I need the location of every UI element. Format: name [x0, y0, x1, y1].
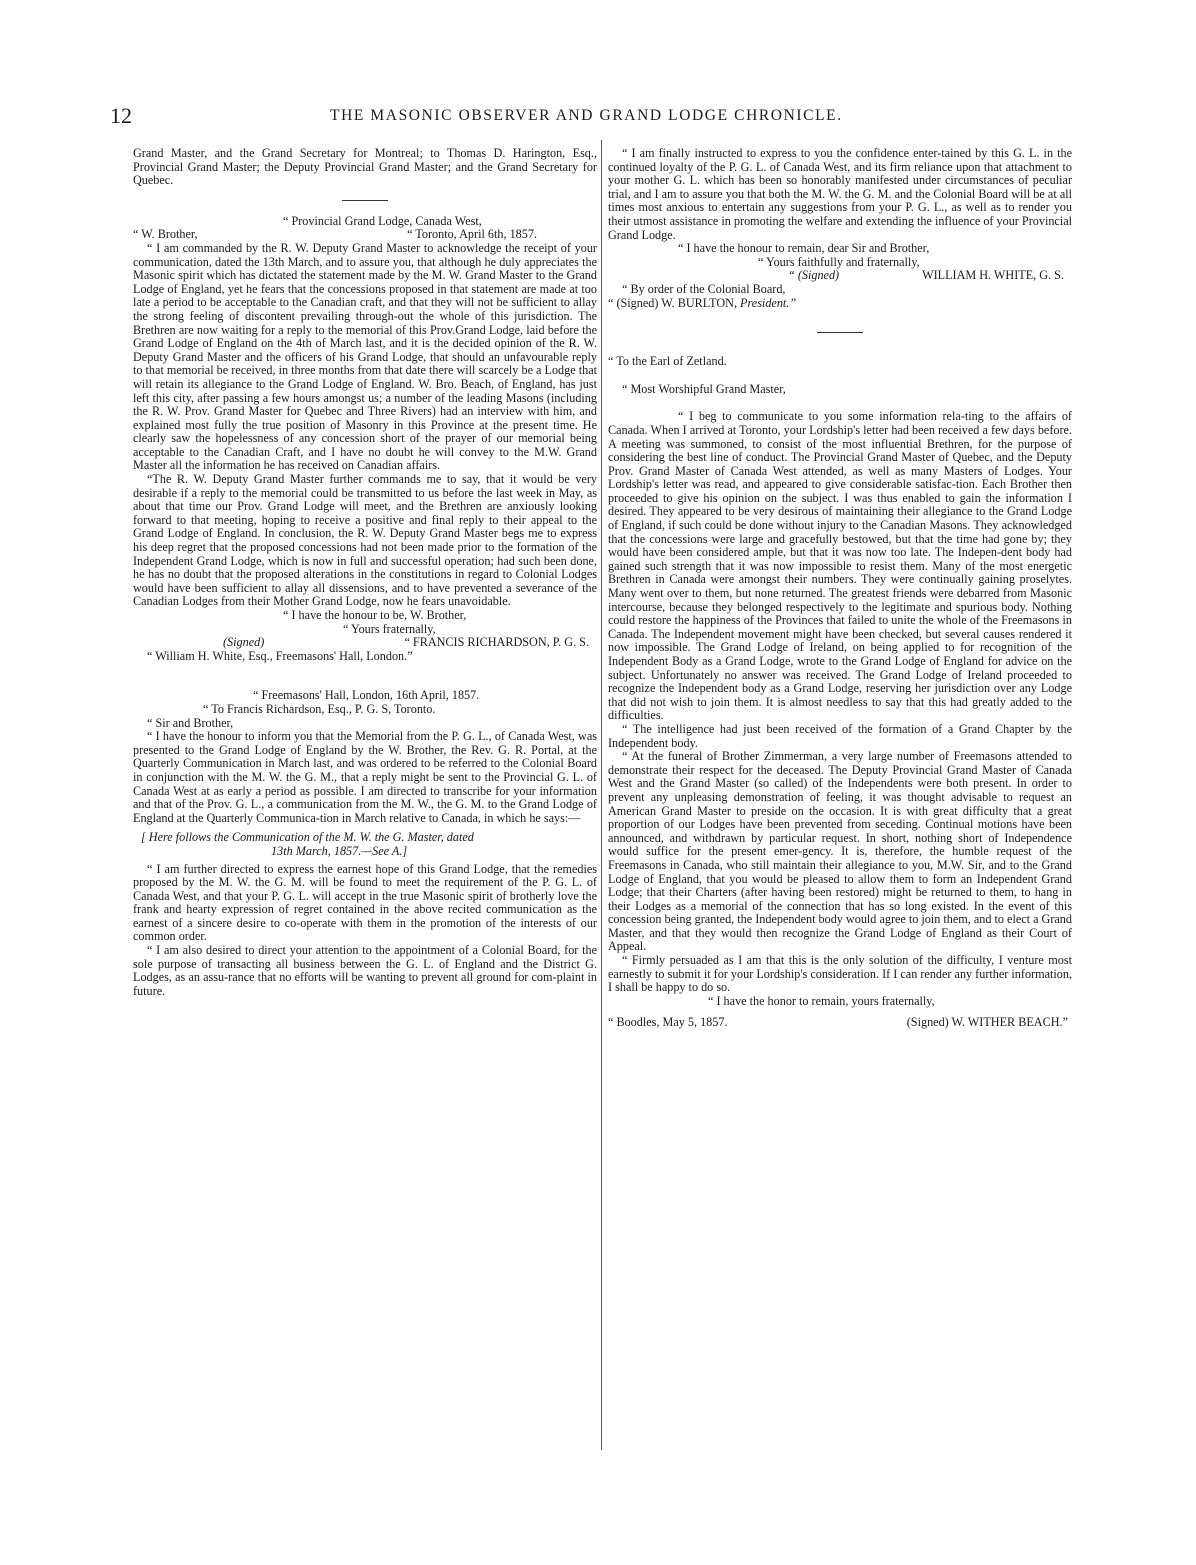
signed-president: “ (Signed) W. BURLTON, — [608, 295, 737, 310]
closing: “ I have the honor to remain, yours fraternally, — [708, 993, 935, 1008]
letter-body: “The R. W. Deputy Grand Master further commands me to say, that it would be very desirable if a reply to the memorial could be transmitted to us before the last week in May, as about that time our Prov. Grand Lodge will meet, and the Brethren are anxiously looking forward to that meeting, hoping to receive a positive and final reply to their appeal to the Grand Lodge of England. In conclusion, the R. W. Deputy Grand Master begs me to express his deep regret that the proposed concessions had not been made prior to the formation of the Independent Grand Lodge, which is now in full and successful operation; had such been done, he has no doubt that the proposed alterations in the constitutions in regard to Colonial Lodges would have been sufficient to allay all dissensions, and to have prevented a severance of the Canadian Lodges from their Mother Grand Lodge, now he fears unavoidable. — [133, 472, 597, 609]
letter-heading: “ Provincial Grand Lodge, Canada West, — [283, 213, 482, 228]
letter-body: “ I am finally instructed to express to you the confidence enter-tained by this G. L. in the continued loyalty of the P. G. L. of Canada West, and its firm reliance upon that attachment to your mother G. L. which has been so honorably manifested under circumstances of peculiar trial, and I am to assure you that both the M. W. the G. M. and the Colonial Board will be at all times most anxious to entertain any suggestions from your P. G. L., as well as to render you their utmost assistance in promoting the welfare and extending the influence of your Provincial Grand Lodge. — [608, 146, 1073, 242]
signature-line — [608, 297, 1072, 311]
signature-row — [608, 269, 1072, 283]
letter-body: “ I have the honour to inform you that the Memorial from the P. G. L., of Canada West, was presented to the Grand Lodge of England by the W. Brother, the Rev. G. R. Portal, at the Quarterly Communication in March last, and was ordered to be referred to the Colonial Board in conjunction with the M. W. the G. M., that a reply might be sent to the Provincial G. L. of Canada West at as early a period as possible. I am directed to transcribe for your information and that of the Prov. G. L., a communication from the M. W., the G. M. to the Grand Lodge of England at the Quarterly Communica-tion in March relative to Canada, in which he says:— — [133, 729, 597, 825]
letter-richardson — [133, 215, 597, 664]
closing: “ Yours faithfully and fraternally, — [758, 254, 920, 269]
letter-body: “ I am commanded by the R. W. Deputy Grand Master to acknowledge the receipt of your communication, dated the 13th March, and to assure you, that although he duly appreciates the Masonic spirit which has dictated the statement made by the M. W. Grand Master to the Grand Lodge of England, yet he fears that the concessions proposed in that statement are made at too late a period to be acceptable to the Canadian craft, and that they will not be sufficient to allay the strong feeling of discontent prevailing through-out the whole of this jurisdiction. The Brethren are now waiting for a reply to the memorial of this Prov.Grand Lodge, laid before the Grand Lodge of England on the 4th of March last, and it is the decided opinion of the R. W. Deputy Grand Master and the officers of his Grand Lodge, that should an unfavourable reply to that memorial be received, in three months from that date there will scarcely be a Lodge that will retain its allegiance to the Grand Lodge of England. W. Bro. Beach, of England, has just left this city, after passing a few hours amongst us; a number of the leading Masons (including the R. W. Prov. Grand Master for Quebec and Three Rivers) had an interview with him, and explained most fully the true position of Masonry in this Province at the present time. He clearly saw the hopelessness of any concession short of the prayer of our memorial being acceptable to the Canadian Craft, and I have no doubt he will convey to the M.W. Grand Master all the information he has received on Canadian affairs. — [133, 240, 597, 473]
addressee: “ William H. White, Esq., Freemasons' Hall, London.” — [147, 648, 413, 663]
president-title: President.” — [740, 295, 797, 310]
note-line: 13th March, 1857.—See A.] — [271, 843, 408, 858]
letter-body: “ At the funeral of Brother Zimmerman, a very large number of Freemasons attended to demonstrate their respect for the deceased. The Deputy Provincial Grand Master of Canada West and the Grand Master (so called) of the Independents were both present. In order to prevent any unpleasing demonstration of feeling, it was thought advisable to request an American Grand Master to preside on the occasion. It is with great difficulty that a great proportion of our Lodges have been prevented from seceding. Continual motions have been announced, and withdrawn by particular request. In short, nothing short of Independence would suffice for the present emer-gency. It is, therefore, the humble request of the Freemasons in Canada, who still maintain their allegiance to you, M.W. Sir, and to the Grand Lodge of England, that you would be pleased to allow them to form an Independent Grand Lodge; that their Charters (after having been restored) might be returned to them, to hang in their Lodges as a memorial of the connection that has so long existed. In the event of this concession being granted, the Independent body would agree to join them, and to elect a Grand Master, and that they would then recognize the Grand Lodge of England as their Court of Appeal. — [608, 749, 1072, 954]
section-rule — [817, 332, 863, 333]
column-divider — [601, 140, 602, 1450]
intro-paragraph: Grand Master, and the Grand Secretary for Montreal; to Thomas D. Harington, Esq., Provincial Grand Master; the Deputy Provincial Grand Master; and the Grand Secretary for Quebec. — [133, 146, 597, 188]
left-column — [133, 147, 597, 998]
page-header — [110, 103, 1092, 133]
salutation: “ W. Brother, — [133, 227, 198, 242]
letter-place-date: “ Boodles, May 5, 1857. — [608, 1015, 728, 1030]
right-column — [608, 147, 1072, 1030]
page-number: 12 — [110, 103, 132, 128]
signer-name: “ FRANCIS RICHARDSON, P. G. S. — [404, 635, 589, 650]
letter-body: “ I beg to communicate to you some information rela-ting to the affairs of Canada. When I arrived at Toronto, your Lordship's letter had been received a few days before. A meeting was summoned, to consist of the most influential Brethren, for the purpose of considering the best line of conduct. The Provincial Grand Master of Quebec, and the Deputy Prov. Grand Master of Canada West attended, as well as many Masters of Lodges. Your Lordship's letter was read, and appeared to give considerable satisfac-tion. Each Brother then proceeded to give his opinion on the subject. I was thus enabled to gain the information I desired. They appeared to be very desirous of maintaining their allegiance to the Grand Lodge of England, if such could be done without injury to the Canadian Masons. They acknowledged that the concessions were large and gracefully bestowed, but that the time had gone by; they would have been considered ample, but that it was now too late. The Indepen-dent body had gained such strength that it was now impossible to resist them. Many of the most energetic Brethren in Canada were amongst their numbers. They were continually gaining proselytes. Many went over to them, but none returned. The greatest friends were debarred from Masonic intercourse, because they belonged respectively to the legitimate and spurious body. Nothing could restore the happiness of the Provinces that failed to unite the whole of the Freemasons in Canada. The Independent movement might have been checked, but several causes rendered it now impossible. The Grand Lodge of Ireland, on being applied to for recognition of the Independent Body as a Grand Lodge, wrote to the Grand Lodge of England for advice on the subject. Unfortunately no answer was received. The Grand Lodge of Ireland proceeded to recognize the Independent body as a Grand Lodge, reserving her jurisdiction over any Lodge that did not wish to join them. It is almost needless to say that this had greatly added to the difficulties. — [608, 409, 1072, 723]
letter-body: “ I am further directed to express the earnest hope of this Grand Lodge, that the remedies proposed by the M. W. the G. M. will be found to meet the requirement of the P. G. L. of Canada West, and that your P. G. L. will accept in the true Masonic spirit of brotherly love the frank and hearty expression of regret contained in the above recited communication as the earnest of a sincere desire to co-operate with them in the promotion of the interests of our common order. — [133, 861, 597, 944]
editorial-note — [133, 831, 597, 858]
salutation: “ Most Worshipful Grand Master, — [622, 381, 786, 396]
letter-date: “ Toronto, April 6th, 1857. — [407, 227, 537, 242]
salutation-row — [133, 228, 597, 242]
letter-white — [133, 689, 597, 998]
signature-row — [608, 1016, 1072, 1030]
signer-name: WILLIAM H. WHITE, G. S. — [922, 268, 1064, 283]
closing: “ Yours fraternally, — [343, 621, 436, 636]
closing: “ I have the honour to remain, dear Sir and Brother, — [678, 241, 930, 256]
signature-row — [133, 636, 597, 650]
letter-heading: “ Freemasons' Hall, London, 16th April, 1857. — [253, 688, 480, 703]
closing: “ I have the honour to be, W. Brother, — [283, 608, 467, 622]
by-order-line: “ By order of the Colonial Board, — [622, 281, 786, 296]
signed-label: (Signed) — [223, 635, 265, 650]
letter-beach — [608, 355, 1072, 1030]
signer-name: (Signed) W. WITHER BEACH.” — [906, 1015, 1068, 1030]
letter-body: “ I am also desired to direct your attention to the appointment of a Colonial Board, for the sole purpose of transacting all business between the G. L. of England and the District G. Lodges, as an assu-rance that no efforts will be wanting to prevent all ground for com-plaint in future. — [133, 943, 597, 998]
signed-label: “ (Signed) — [788, 268, 840, 283]
section-rule — [342, 200, 388, 201]
running-title: THE MASONIC OBSERVER AND GRAND LODGE CHRONICLE. — [330, 107, 843, 124]
note-line: [ Here follows the Communication of the M. W. the G. Master, dated — [141, 830, 474, 845]
letter-recipient: “ To the Earl of Zetland. — [608, 354, 727, 369]
letter-body: “ Firmly persuaded as I am that this is the only solution of the difficulty, I venture most earnestly to submit it for your Lordship's consideration. If I can render any further information, I shall be happy to do so. — [608, 953, 1072, 995]
letter-recipient: “ To Francis Richardson, Esq., P. G. S, Toronto. — [203, 701, 436, 716]
salutation: “ Sir and Brother, — [147, 715, 234, 730]
letter-body: “ The intelligence had just been received of the formation of a Grand Chapter by the Independent body. — [608, 721, 1072, 750]
